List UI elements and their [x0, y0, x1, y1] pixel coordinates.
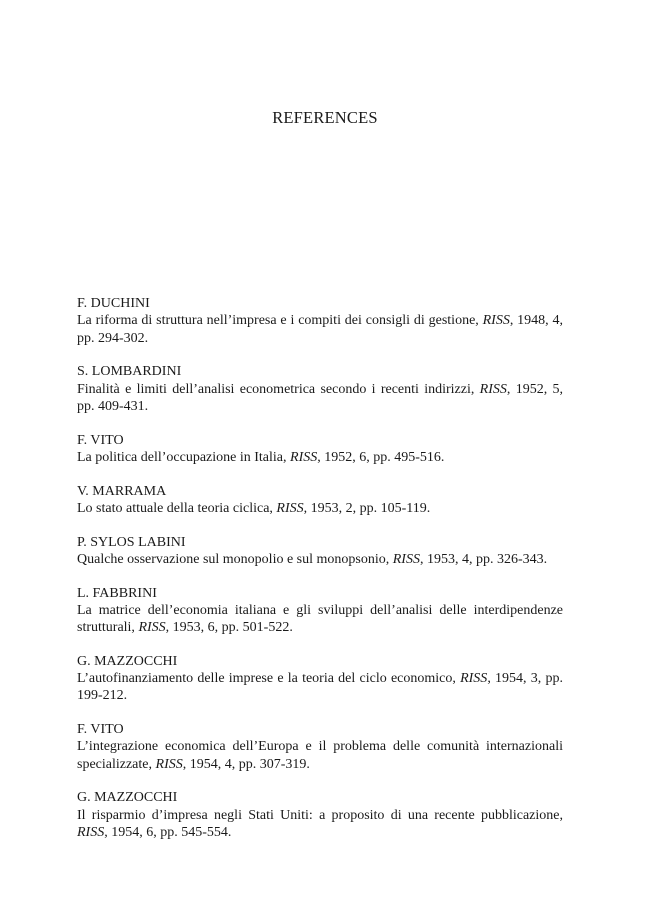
reference-journal: RISS [77, 824, 105, 840]
reference-journal: RISS [276, 500, 304, 516]
reference-title: Finalità e limiti dell’analisi econometrica secondo i recenti indirizzi, [77, 381, 480, 397]
reference-author: F. DUCHINI [77, 296, 150, 311]
reference-title: L’autofinanziamento delle imprese e la teoria del ciclo economico, [77, 671, 461, 687]
reference-entry [77, 653, 563, 705]
reference-details: , 1954, 6, pp. 545-554. [104, 824, 232, 840]
reference-author: S. LOMBARDINI [77, 364, 182, 380]
reference-author: L. FABBRINI [77, 585, 157, 601]
reference-list [77, 295, 563, 858]
reference-details: , 1953, 4, pp. 326-343. [419, 551, 548, 567]
reference-title: Qualche osservazione sul monopolio e sul monopsonio, [77, 551, 393, 567]
reference-title: Lo stato attuale della teoria ciclica, [77, 500, 277, 516]
reference-citation [77, 449, 563, 466]
reference-title: L’integrazione economica dell’Europa e il problema delle comunità internazionali specializzate, [77, 739, 563, 772]
reference-author: G. MAZZOCCHI [77, 790, 178, 806]
reference-entry [77, 585, 563, 637]
reference-author: F. VITO [77, 722, 124, 738]
reference-entry [77, 721, 563, 773]
reference-details: , 1953, 2, pp. 105-119. [303, 500, 431, 516]
reference-journal: RISS [482, 313, 510, 329]
reference-title: Il risparmio d’impresa negli Stati Uniti: a proposito di una recente pubblicazione, [77, 807, 563, 823]
reference-author: F. VITO [77, 432, 124, 448]
reference-author: V. MARRAMA [77, 483, 167, 499]
reference-details: , 1954, 3, pp. 199-212. [77, 671, 563, 704]
reference-details: , 1948, 4, pp. 294-302. [77, 313, 563, 346]
reference-journal: RISS [155, 756, 183, 772]
reference-entry [77, 483, 563, 518]
reference-citation [77, 738, 563, 773]
reference-citation [77, 500, 563, 517]
reference-title: La politica dell’occupazione in Italia, [77, 449, 291, 465]
reference-entry [77, 432, 563, 467]
reference-journal: RISS [290, 449, 318, 465]
reference-entry [77, 789, 563, 841]
reference-title: La matrice dell’economia italiana e gli sviluppi dell’analisi delle interdipendenze strutturali, [77, 602, 563, 636]
reference-citation [77, 312, 563, 347]
reference-citation [77, 551, 563, 568]
reference-details: , 1952, 6, pp. 495-516. [317, 449, 445, 465]
reference-journal: RISS [392, 551, 420, 567]
reference-journal: RISS [460, 671, 488, 687]
reference-author: P. SYLOS LABINI [77, 534, 186, 550]
reference-details: , 1954, 4, pp. 307-319. [182, 756, 310, 772]
reference-citation [77, 807, 563, 842]
reference-details: , 1952, 5, pp. 409-431. [77, 381, 564, 414]
reference-entry [77, 534, 563, 569]
reference-details: , 1953, 6, pp. 501-522. [165, 620, 293, 636]
reference-citation [77, 670, 563, 705]
page-title: REFERENCES [272, 108, 378, 127]
reference-journal: RISS [138, 620, 166, 636]
reference-journal: RISS [479, 381, 507, 397]
reference-entry [77, 363, 563, 415]
reference-citation [77, 602, 563, 637]
reference-citation [77, 381, 563, 416]
reference-title: La riforma di struttura nell’impresa e i compiti dei consigli di gestione, [77, 313, 483, 329]
reference-entry [77, 295, 563, 347]
reference-author: G. MAZZOCCHI [77, 653, 178, 669]
